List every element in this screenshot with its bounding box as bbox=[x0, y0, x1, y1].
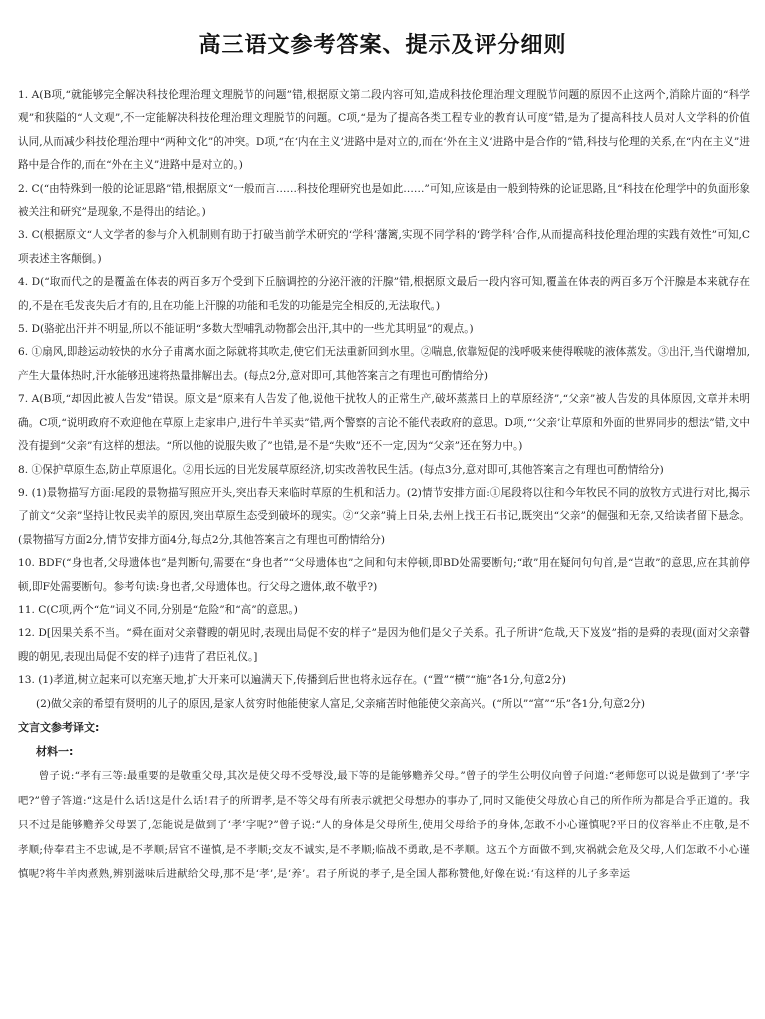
answer-12: 12. D[因果关系不当。“舜在面对父亲瞽瞍的朝见时,表现出局促不安的样子”是因为他们是父子关系。孔子所讲“危哉,天下岌岌”指的是舜的表现(面对父亲瞽瞍的朝见,表现出局促不安的样子)违背了君臣礼仪。] bbox=[18, 627, 750, 663]
answer-11: 11. C(C项,两个“危”词义不同,分别是“危险”和“高”的意思。) bbox=[18, 603, 298, 616]
answer-7: 7. A(B项,“却因此被人告发”错误。原文是“原来有人告发了他,说他干扰牧人的正常生产,破坏蒸蒸日上的草原经济”,“父亲”被人告发的具体原因,文章并未明确。C项,“说明政府不欢迎他在草原上走家串户,进行牛羊买卖”错,两个警察的言论不能代表政府的意思。D项,“‘父亲’让草原和外面的世界同步的想法”错,文中没有提到“父亲”有这样的想法。“所以他的说服失败了”也错,是不是“失败”还不一定,因为“父亲”还在努力中。) bbox=[18, 393, 750, 453]
page-title: 高三语文参考答案、提示及评分细则 bbox=[198, 33, 567, 58]
answer-4: 4. D(“取而代之的是覆盖在体表的两百多万个受到下丘脑调控的分泌汗液的汗腺”错,根据原文最后一段内容可知,覆盖在体表的两百多万个汗腺是本来就存在的,不是在毛发丧失后才有的,且在功能上汗腺的功能和毛发的功能是完全相反的,无法取代。) bbox=[18, 276, 750, 312]
answer-2: 2. C(“由特殊到一般的论证思路”错,根据原文“一般而言……科技伦理研究也是如此……”可知,应该是由一般到特殊的论证思路,且“科技在伦理学中的负面形象被关注和研究”是现象,不是得出的结论。) bbox=[18, 182, 750, 219]
answer-5: 5. D(骆驼出汗并不明显,所以不能证明“多数大型哺乳动物都会出汗,其中的一些尤其明显”的观点。) bbox=[18, 323, 474, 336]
answer-6: 6. ①扇风,即趁运动较快的水分子甫离水面之际就将其吹走,使它们无法重新回到水里。②喘息,依靠短促的浅呼吸来使得喉咙的液体蒸发。③出汗,当代谢增加,产生大量体热时,汗水能够迅速将热量排解出去。(每点2分,意对即可,其他答案言之有理也可酌情给分) bbox=[18, 346, 750, 382]
answer-8: 8. ①保护草原生态,防止草原退化。②用长远的目光发展草原经济,切实改善牧民生活。(每点3分,意对即可,其他答案言之有理也可酌情给分) bbox=[18, 463, 664, 476]
material-one-heading: 材料一: bbox=[36, 744, 74, 758]
answer-3: 3. C(根据原文“人文学者的参与介入机制则有助于打破当前学术研究的‘学科’藩篱,实现不同学科的‘跨学科’合作,从而提高科技伦理治理的实践有效性”可知,C项表述主客颠倒。) bbox=[18, 229, 750, 265]
answer-13-part-2: (2)做父亲的希望有贤明的儿子的原因,是家人贫穷时他能使家人富足,父亲痛苦时他能使父亲高兴。(“所以”“富”“乐”各1分,句意2分) bbox=[36, 697, 646, 710]
answer-10: 10. BDF(“身也者,父母遗体也”是判断句,需要在“身也者”“父母遗体也”之间和句末停顿,即BD处需要断句;“敢”用在疑问句句首,是“岂敢”的意思,应在其前停顿,即F处需要断句。参考句读:身也者,父母遗体也。行父母之遗体,敢不敬乎?) bbox=[18, 557, 750, 593]
answer-13: 13. (1)孝道,树立起来可以充塞天地,扩大开来可以遍满天下,传播到后世也将永远存在。(“置”“横”“施”各1分,句意2分) bbox=[18, 674, 566, 687]
translation-heading: 文言文参考译文: bbox=[18, 720, 100, 734]
answer-body bbox=[18, 84, 750, 887]
answer-1: 1. A(B项,“就能够完全解决科技伦理治理文理脱节的问题”错,根据原文第二段内容可知,造成科技伦理治理文理脱节问题的原因不止这两个,消除片面的“科学观”和狭隘的“人文观”,不一定能解决科技伦理治理文理脱节的问题。C项,“是为了提高各类工程专业的教育认可度”错,是为了提高科技人员对人文学科的价值认同,从而减少科技伦理治理中“两种文化”的冲突。D项,“在‘内在主义’进路中是对立的,而在‘外在主义’进路中是合作的”错,科技与伦理的关系,在“内在主义”进路中是合作的,而在“外在主义”进路中是对立的。) bbox=[18, 89, 750, 172]
translation-text: 曾子说:“孝有三等:最重要的是敬重父母,其次是使父母不受辱没,最下等的是能够赡养父母。”曾子的学生公明仪向曾子问道:“老师您可以说是做到了‘孝’字吧?”曾子答道:“这是什么话!这是什么话!君子的所谓孝,是不等父母有所表示就把父母想办的事办了,同时又能使父母放心自己的所作所为都是合乎正道的。我只不过是能够赡养父母罢了,怎能说是做到了‘孝’字呢?”曾子说:“人的身体是父母所生,使用父母给予的身体,怎敢不小心谨慎呢?平日的仪容举止不庄敬,是不孝顺;侍奉君主不忠诚,是不孝顺;居官不谨慎,是不孝顺;交友不诚实,是不孝顺;临战不勇敢,是不孝顺。这五个方面做不到,灾祸就会危及父母,人们怎敢不小心谨慎呢?将牛羊肉煮熟,辨别滋味后进献给父母,那不是‘孝’,是‘养’。君子所说的孝子,是全国人都称赞他,好像在说:‘有这样的儿子多幸运 bbox=[18, 769, 751, 881]
answer-9: 9. (1)景物描写方面:尾段的景物描写照应开头,突出春天来临时草原的生机和活力。(2)情节安排方面:①尾段将以往和今年牧民不同的放牧方式进行对比,揭示了前文“父亲”坚持让牧民卖羊的原因,突出草原生态受到破坏的现实。②“父亲”骑上日朵,去州上找王石书记,既突出“父亲”的倔强和无奈,又给读者留下悬念。(景物描写方面2分,情节安排方面4分,每点2分,其他答案言之有理也可酌情给分) bbox=[18, 486, 750, 546]
